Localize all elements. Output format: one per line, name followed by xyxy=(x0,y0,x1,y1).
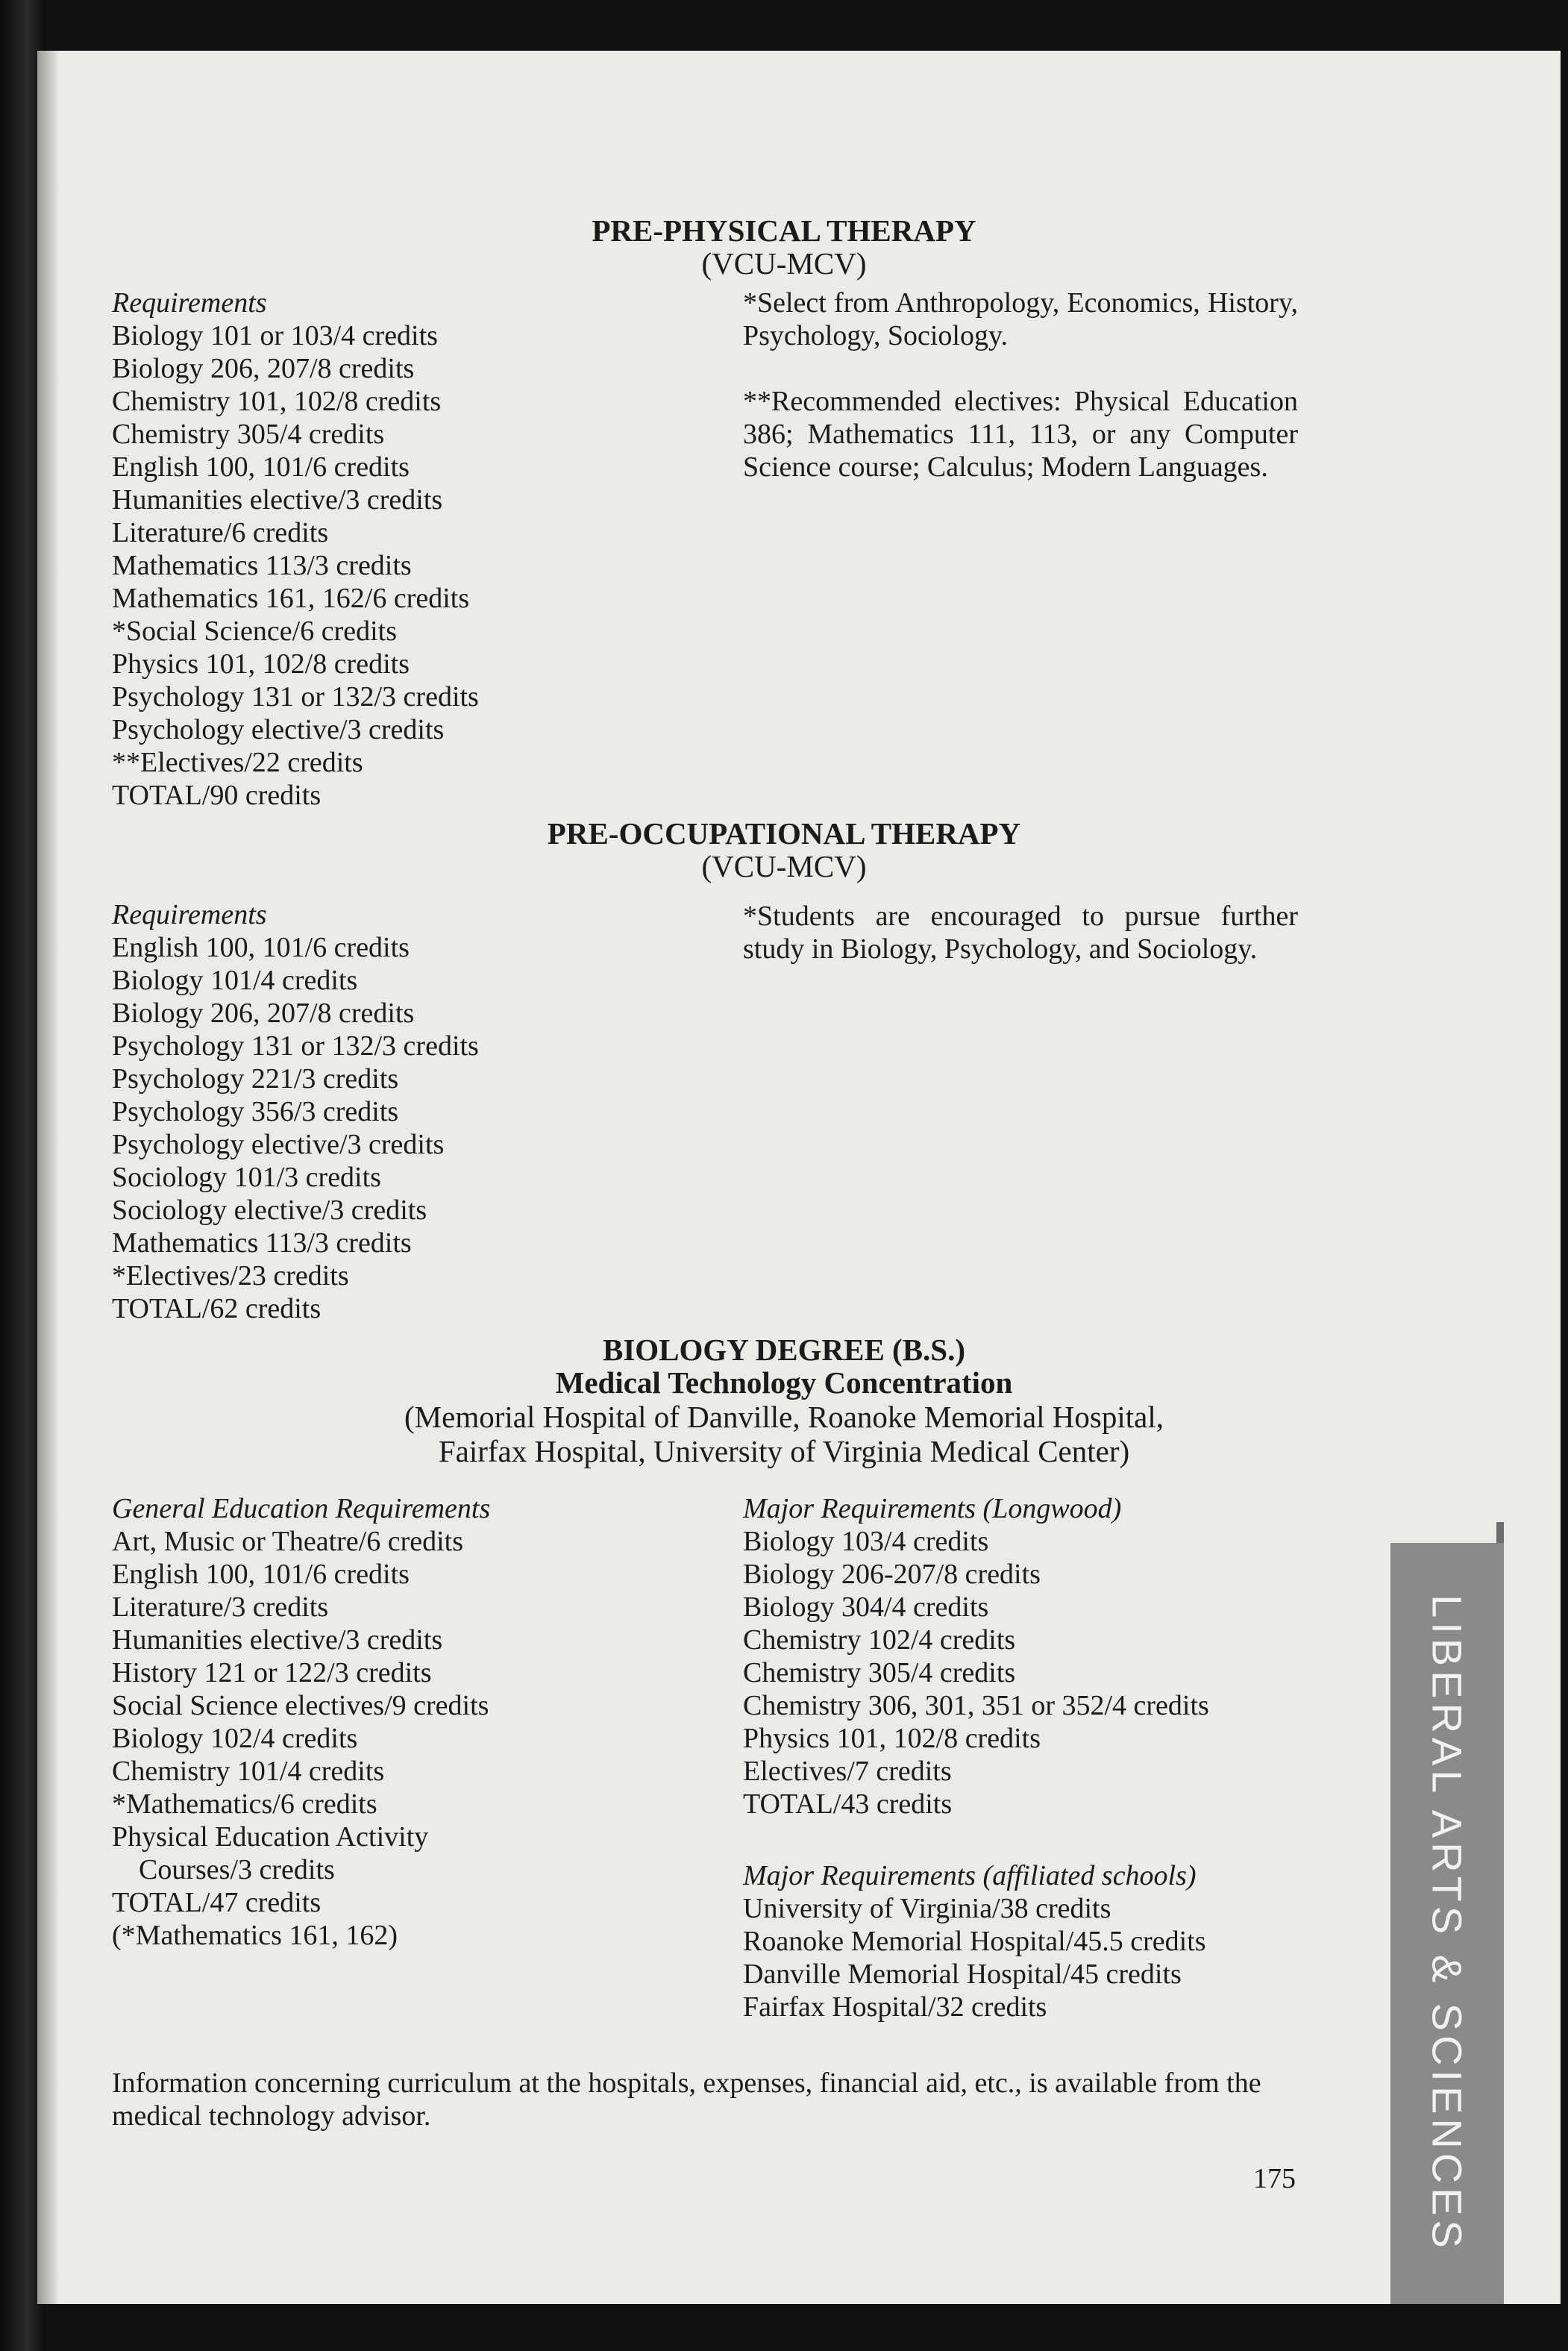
requirement-item: Psychology 131 or 132/3 credits xyxy=(112,681,479,713)
pre-physical-therapy-title: PRE-PHYSICAL THERAPY xyxy=(592,213,976,248)
requirement-item: English 100, 101/6 credits xyxy=(112,932,410,963)
requirement-item: Sociology elective/3 credits xyxy=(112,1195,427,1226)
affiliated-item: Roanoke Memorial Hospital/45.5 credits xyxy=(743,1926,1206,1957)
requirement-item: TOTAL/62 credits xyxy=(112,1293,322,1324)
gen-ed-item: Humanities elective/3 credits xyxy=(112,1624,443,1656)
pre-occupational-therapy-title: PRE-OCCUPATIONAL THERAPY xyxy=(547,816,1021,851)
gen-ed-total: TOTAL/47 credits xyxy=(112,1887,322,1918)
major-item: Physics 101, 102/8 credits xyxy=(743,1723,1041,1754)
page-number: 175 xyxy=(1253,2163,1296,2194)
gen-ed-item: English 100, 101/6 credits xyxy=(112,1559,410,1590)
requirement-item: Biology 101/4 credits xyxy=(112,965,358,996)
affiliated-item: Fairfax Hospital/32 credits xyxy=(743,1991,1047,2023)
major-requirements-affiliated xyxy=(743,1859,1206,2023)
requirement-item: Humanities elective/3 credits xyxy=(112,484,443,516)
gen-ed-item: Literature/3 credits xyxy=(112,1591,329,1623)
requirements-heading: Requirements xyxy=(112,899,267,930)
gen-ed-item: Physical Education Activity xyxy=(112,1821,429,1853)
requirement-item: *Electives/23 credits xyxy=(112,1260,349,1292)
gen-ed-item: Chemistry 101/4 credits xyxy=(112,1756,385,1787)
requirement-item: Mathematics 161, 162/6 credits xyxy=(112,583,470,614)
requirement-item: English 100, 101/6 credits xyxy=(112,451,410,483)
gen-ed-item: History 121 or 122/3 credits xyxy=(112,1657,432,1688)
biology-degree-title: BIOLOGY DEGREE (B.S.) xyxy=(602,1333,965,1367)
requirement-item: Biology 206, 207/8 credits xyxy=(112,353,415,384)
pre-physical-therapy-note-1: *Select from Anthropology, Economics, History, Psychology, Sociology. xyxy=(743,287,1298,351)
footer-note: Information concerning curriculum at the hospitals, expenses, financial aid, etc., is available from the medical technology advisor. xyxy=(112,2067,1261,2132)
requirement-item: Psychology elective/3 credits xyxy=(112,714,445,745)
requirement-item: Sociology 101/3 credits xyxy=(112,1162,381,1193)
requirement-item: *Social Science/6 credits xyxy=(112,616,397,647)
pre-physical-therapy-subtitle: (VCU-MCV) xyxy=(701,246,867,281)
major-heading: Major Requirements (Longwood) xyxy=(743,1493,1122,1524)
requirement-item: **Electives/22 credits xyxy=(112,747,363,778)
major-requirements-longwood xyxy=(743,1492,1209,1821)
gen-ed-item: Social Science electives/9 credits xyxy=(112,1690,489,1721)
gen-ed-item: *Mathematics/6 credits xyxy=(112,1788,377,1820)
requirement-item: Physics 101, 102/8 credits xyxy=(112,648,410,680)
requirement-item: Psychology 356/3 credits xyxy=(112,1096,399,1127)
requirements-heading: Requirements xyxy=(112,287,267,319)
major-item: TOTAL/43 credits xyxy=(743,1788,953,1820)
major-item: Electives/7 credits xyxy=(743,1756,952,1787)
major-item: Biology 206-207/8 credits xyxy=(743,1559,1041,1590)
affiliated-item: University of Virginia/38 credits xyxy=(743,1893,1111,1924)
affiliated-item: Danville Memorial Hospital/45 credits xyxy=(743,1959,1182,1990)
requirement-item: TOTAL/90 credits xyxy=(112,780,322,811)
requirement-item: Chemistry 305/4 credits xyxy=(112,419,385,450)
requirement-item: Mathematics 113/3 credits xyxy=(112,1227,412,1259)
requirement-item: Mathematics 113/3 credits xyxy=(112,550,412,581)
requirement-item: Psychology 131 or 132/3 credits xyxy=(112,1030,479,1062)
pe-courses-item: Courses/3 credits xyxy=(139,1854,335,1885)
pre-occupational-therapy-subtitle: (VCU-MCV) xyxy=(701,849,867,883)
requirement-item: Literature/6 credits xyxy=(112,517,329,548)
pre-occupational-therapy-requirements xyxy=(112,898,479,1325)
requirement-item: Psychology 221/3 credits xyxy=(112,1063,399,1095)
spine-shadow xyxy=(37,51,60,2304)
general-education-requirements xyxy=(112,1492,490,1952)
pre-physical-therapy-note-2: **Recommended electives: Physical Education 386; Mathematics 111, 113, or any Computer Science course; Calculus; Modern Languages. xyxy=(743,386,1298,483)
gen-ed-footnote: (*Mathematics 161, 162) xyxy=(112,1920,398,1951)
side-tab-label: LIBERAL ARTS & SCIENCES xyxy=(1423,1594,1471,2253)
major-item: Biology 304/4 credits xyxy=(743,1591,989,1623)
hospitals-line-2: Fairfax Hospital, University of Virginia Medical Center) xyxy=(438,1434,1130,1468)
pre-occupational-therapy-note: *Students are encouraged to pursue further study in Biology, Psychology, and Sociology. xyxy=(743,901,1298,965)
gen-ed-heading: General Education Requirements xyxy=(112,1493,491,1524)
medical-technology-concentration: Medical Technology Concentration xyxy=(555,1365,1013,1400)
pre-physical-therapy-requirements xyxy=(112,287,479,812)
major-item: Chemistry 102/4 credits xyxy=(743,1624,1016,1656)
requirement-item: Biology 206, 207/8 credits xyxy=(112,998,415,1029)
requirement-item: Biology 101 or 103/4 credits xyxy=(112,320,438,351)
major-item: Biology 103/4 credits xyxy=(743,1526,989,1557)
requirement-item: Chemistry 101, 102/8 credits xyxy=(112,386,442,417)
gen-ed-item: Biology 102/4 credits xyxy=(112,1723,358,1754)
gen-ed-item: Art, Music or Theatre/6 credits xyxy=(112,1526,463,1557)
affiliated-heading: Major Requirements (affiliated schools) xyxy=(743,1860,1197,1891)
hospitals-line-1: (Memorial Hospital of Danville, Roanoke Memorial Hospital, xyxy=(404,1400,1164,1434)
major-item: Chemistry 306, 301, 351 or 352/4 credits xyxy=(743,1690,1209,1721)
requirement-item: Psychology elective/3 credits xyxy=(112,1129,445,1160)
major-item: Chemistry 305/4 credits xyxy=(743,1657,1016,1688)
